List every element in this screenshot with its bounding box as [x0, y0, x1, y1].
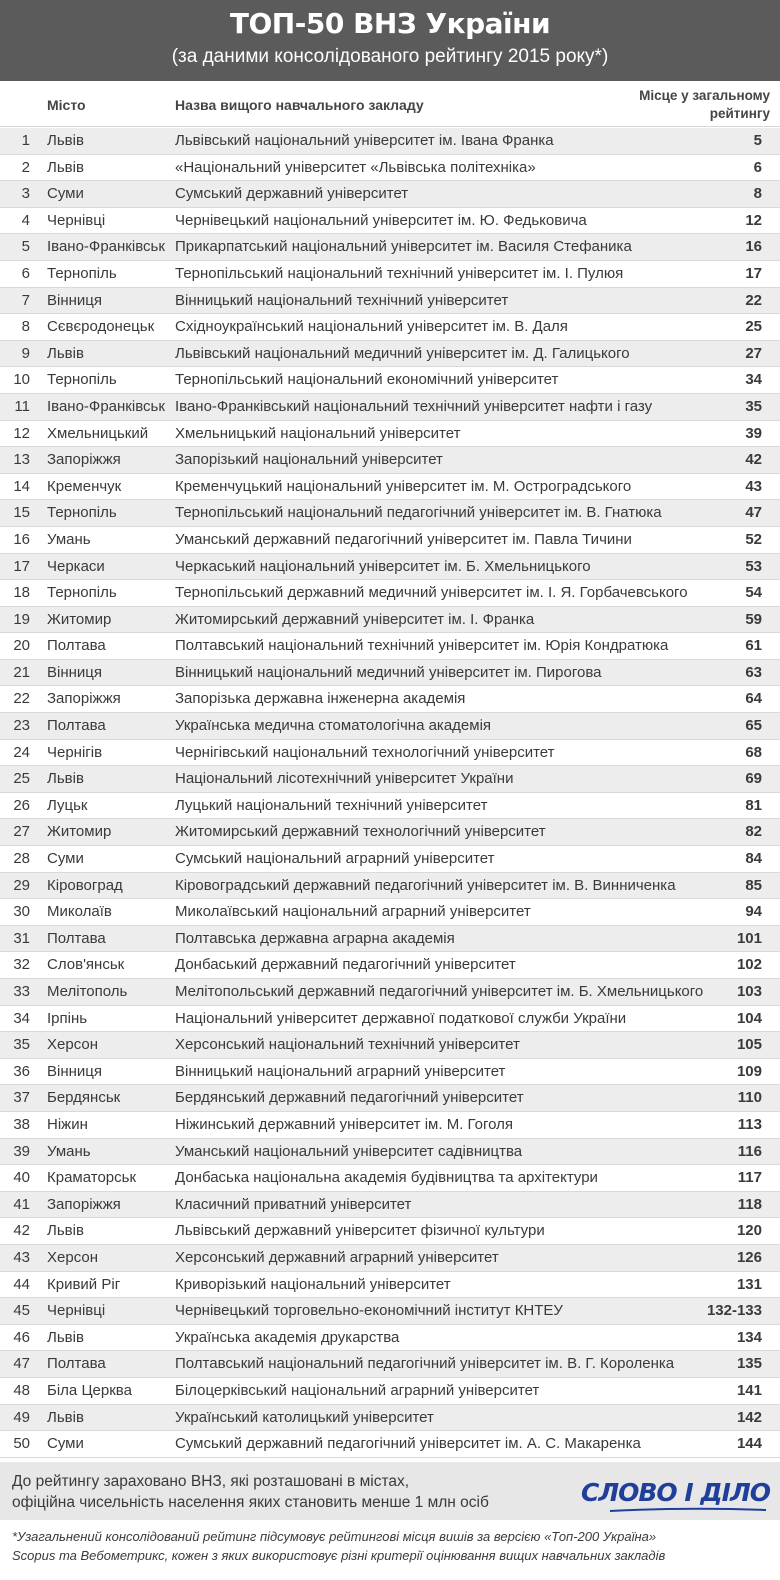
ranking-table [0, 128, 780, 1458]
row-rank: 8 [753, 185, 762, 203]
row-city: Краматорськ [47, 1169, 137, 1187]
table-row [0, 314, 780, 341]
row-rank: 109 [736, 1062, 762, 1080]
row-rank: 103 [736, 983, 762, 1000]
row-city: Вінниця [47, 1062, 102, 1080]
row-university: Полтавська державна аграрна академія [175, 929, 455, 947]
row-city: Тернопіль [47, 371, 117, 389]
table-row [0, 155, 780, 182]
row-university: Кременчуцький національний університет ім. М. Остроградського [175, 477, 632, 495]
row-university: Прикарпатський національний університет ім. Василя Стефаника [175, 238, 632, 256]
row-university: Тернопільський національний педагогічний університет ім. В. Гнатюка [175, 504, 662, 522]
table-row [0, 1325, 780, 1352]
row-rank: 120 [736, 1222, 762, 1240]
row-number: 5 [21, 238, 30, 256]
population-note-text [12, 1471, 489, 1513]
table-row [0, 421, 780, 448]
population-note [0, 1462, 780, 1520]
row-number: 12 [13, 424, 30, 442]
row-city: Львів [47, 1222, 84, 1240]
row-number: 43 [13, 1248, 30, 1266]
row-city: Тернопіль [47, 504, 117, 522]
row-number: 37 [13, 1089, 30, 1107]
row-rank: 34 [745, 371, 762, 389]
row-number: 34 [13, 1009, 30, 1027]
table-row [0, 181, 780, 208]
row-rank: 118 [737, 1195, 762, 1213]
row-rank: 126 [736, 1248, 762, 1266]
table-row [0, 474, 780, 501]
table-row [0, 1351, 780, 1378]
logo-word-2: І [684, 1478, 693, 1507]
table-row [0, 234, 780, 261]
row-rank: 61 [745, 637, 762, 655]
row-university: Тернопільський національний економічний університет [175, 371, 559, 389]
row-number: 27 [13, 823, 30, 841]
row-university: Житомирський державний університет ім. І. Франка [175, 610, 535, 628]
row-rank: 101 [736, 929, 762, 947]
row-number: 1 [21, 132, 30, 149]
row-university: Білоцерківський національний аграрний університет [175, 1381, 540, 1399]
row-number: 7 [21, 291, 30, 309]
row-number: 31 [13, 929, 30, 947]
table-row [0, 1032, 780, 1059]
population-note-line-2: офіційна чисельність населення яких становить менше 1 млн осіб [12, 1494, 489, 1511]
row-city: Вінниця [47, 291, 102, 309]
row-city: Біла Церква [47, 1381, 132, 1399]
row-city: Полтава [47, 717, 106, 735]
row-university: Черкаський національний університет ім. Б. Хмельницького [175, 557, 591, 575]
row-university: Мелітопольський державний педагогічний університет ім. Б. Хмельницького [175, 983, 704, 1000]
table-row [0, 713, 780, 740]
row-rank: 131 [736, 1275, 762, 1293]
table-row [0, 819, 780, 846]
row-number: 24 [13, 743, 30, 761]
row-rank: 81 [745, 796, 762, 814]
row-city: Кривий Ріг [47, 1275, 121, 1293]
row-number: 50 [13, 1435, 30, 1453]
row-city: Суми [47, 1435, 84, 1453]
row-number: 3 [21, 185, 30, 203]
row-rank: 42 [745, 451, 762, 469]
row-number: 16 [13, 530, 30, 548]
row-university: Чернівецький торговельно-економічний інститут КНТЕУ [175, 1302, 563, 1320]
header-banner [0, 0, 780, 81]
row-city: Луцьк [47, 796, 88, 814]
row-university: Українська академія друкарства [175, 1328, 400, 1346]
row-university: Вінницький національний аграрний університет [175, 1062, 506, 1080]
table-row [0, 899, 780, 926]
row-number: 2 [21, 158, 30, 176]
row-city: Івано-Франківськ [47, 397, 165, 415]
row-number: 23 [13, 717, 30, 735]
page-title: ТОП-50 ВНЗ України [229, 7, 551, 40]
methodology-footnote [0, 1520, 780, 1580]
column-header-city: Місто [47, 97, 86, 113]
row-city: Чернівці [47, 211, 106, 229]
table-header [0, 81, 780, 127]
row-university: Криворізький національний університет [175, 1275, 451, 1293]
row-rank: 65 [745, 717, 762, 735]
row-university: Національний лісотехнічний університет України [175, 770, 514, 788]
row-university: Івано-Франківський національний технічний університет нафти і газу [175, 397, 653, 415]
row-university: Житомирський державний технологічний університет [175, 823, 546, 841]
table-row [0, 1431, 780, 1458]
row-rank: 39 [745, 424, 762, 442]
row-university: Чернівецький національний університет ім. Ю. Федьковича [175, 211, 587, 229]
row-city: Львів [47, 1408, 84, 1426]
row-university: Львівський національний університет ім. Івана Франка [175, 132, 554, 149]
logo-underline-icon [608, 1507, 768, 1513]
row-city: Миколаїв [47, 903, 112, 921]
methodology-footnote-line-1: *Узагальнений консолідований рейтинг підсумовує рейтингові місця вишів за версією «Топ-200 Україна» [12, 1529, 657, 1544]
row-number: 21 [13, 663, 30, 681]
row-city: Вінниця [47, 663, 102, 681]
row-number: 17 [13, 557, 30, 575]
row-number: 6 [21, 264, 30, 282]
table-row [0, 1405, 780, 1432]
row-number: 48 [13, 1381, 30, 1399]
row-number: 45 [13, 1302, 30, 1320]
row-rank: 85 [745, 876, 762, 894]
row-rank: 94 [745, 903, 762, 921]
row-rank: 69 [745, 770, 762, 788]
row-university: Херсонський національний технічний університет [175, 1036, 520, 1054]
row-number: 36 [13, 1062, 30, 1080]
row-university: Вінницький національний технічний університет [175, 291, 509, 309]
row-university: Полтавський національний технічний університет ім. Юрія Кондратюка [175, 637, 669, 655]
table-row [0, 580, 780, 607]
table-row [0, 288, 780, 315]
row-city: Житомир [47, 610, 112, 628]
row-number: 39 [13, 1142, 30, 1160]
table-row [0, 1245, 780, 1272]
row-number: 14 [13, 477, 30, 495]
table-row [0, 367, 780, 394]
row-university: Уманський державний педагогічний університет ім. Павла Тичини [175, 530, 632, 548]
row-city: Чернівці [47, 1302, 106, 1320]
row-number: 38 [13, 1115, 30, 1133]
row-number: 19 [13, 610, 30, 628]
table-row [0, 500, 780, 527]
row-university: Сумський національний аграрний університет [175, 850, 495, 868]
row-rank: 59 [745, 610, 762, 628]
row-city: Тернопіль [47, 584, 117, 602]
population-note-line-1: До рейтингу зараховано ВНЗ, які розташовані в містах, [12, 1473, 410, 1490]
table-row [0, 1006, 780, 1033]
row-city: Тернопіль [47, 264, 117, 282]
row-rank: 22 [745, 291, 762, 309]
table-row [0, 1139, 780, 1166]
row-rank: 64 [745, 690, 762, 708]
table-row [0, 1192, 780, 1219]
row-university: Львівський національний медичний університет ім. Д. Галицького [175, 344, 630, 362]
row-city: Слов'янськ [47, 956, 125, 974]
row-university: Чернігівський національний технологічний університет [175, 743, 555, 761]
row-rank: 47 [745, 504, 762, 522]
row-city: Бердянськ [47, 1089, 121, 1107]
table-row [0, 766, 780, 793]
row-city: Ніжин [47, 1115, 88, 1133]
row-university: Тернопільський національний технічний університет ім. І. Пулюя [175, 264, 624, 282]
row-city: Запоріжжя [47, 451, 121, 469]
row-university: Миколаївський національний аграрний університет [175, 903, 531, 921]
table-row [0, 979, 780, 1006]
row-number: 8 [21, 318, 30, 336]
row-university: Львівський державний університет фізичної культури [175, 1222, 545, 1240]
row-rank: 102 [736, 956, 762, 974]
row-rank: 5 [753, 132, 762, 149]
page-subtitle: (за даними консолідованого рейтингу 2015 року*) [171, 46, 609, 67]
row-rank: 144 [736, 1435, 762, 1453]
row-rank: 17 [745, 264, 762, 282]
row-rank: 105 [736, 1036, 762, 1054]
row-number: 32 [13, 956, 30, 974]
table-row [0, 1112, 780, 1139]
row-city: Херсон [47, 1036, 98, 1054]
row-university: Запорізький національний університет [175, 451, 443, 469]
table-row [0, 793, 780, 820]
row-number: 46 [13, 1328, 30, 1346]
row-number: 15 [13, 504, 30, 522]
row-rank: 12 [745, 211, 762, 229]
row-rank: 110 [737, 1089, 762, 1107]
row-rank: 16 [745, 238, 762, 256]
row-number: 42 [13, 1222, 30, 1240]
table-row [0, 261, 780, 288]
row-city: Кіровоград [47, 876, 123, 894]
row-rank: 142 [736, 1408, 762, 1426]
row-rank: 135 [736, 1355, 762, 1373]
row-number: 47 [13, 1355, 30, 1373]
row-university: Херсонський державний аграрний університет [175, 1248, 499, 1266]
row-rank: 27 [745, 344, 762, 362]
row-city: Запоріжжя [47, 690, 121, 708]
row-number: 9 [21, 344, 30, 362]
row-city: Сєвєродонецьк [47, 318, 155, 336]
row-city: Кременчук [47, 477, 122, 495]
row-city: Суми [47, 185, 84, 203]
row-university: Полтавський національний педагогічний університет ім. В. Г. Короленка [175, 1355, 675, 1373]
table-row [0, 846, 780, 873]
row-rank: 63 [745, 663, 762, 681]
row-city: Херсон [47, 1248, 98, 1266]
row-city: Черкаси [47, 557, 105, 575]
row-city: Львів [47, 158, 84, 176]
table-row [0, 1298, 780, 1325]
row-city: Умань [47, 530, 91, 548]
row-number: 40 [13, 1169, 30, 1187]
row-number: 18 [13, 584, 30, 602]
table-row [0, 527, 780, 554]
row-university: Український католицький університет [175, 1408, 434, 1426]
row-number: 25 [13, 770, 30, 788]
row-city: Суми [47, 850, 84, 868]
row-university: Хмельницький національний університет [175, 424, 461, 442]
row-university: Ніжинський державний університет ім. М. Гоголя [175, 1115, 514, 1133]
row-rank: 134 [736, 1328, 762, 1346]
row-number: 20 [13, 637, 30, 655]
row-city: Чернігів [47, 743, 103, 761]
table-row [0, 952, 780, 979]
row-university: Тернопільський державний медичний університет ім. І. Я. Горбачевського [175, 584, 688, 602]
row-city: Запоріжжя [47, 1195, 121, 1213]
row-rank: 53 [745, 557, 762, 575]
row-city: Івано-Франківськ [47, 238, 165, 256]
row-rank: 43 [745, 477, 762, 495]
row-number: 13 [13, 451, 30, 469]
row-university: «Національний університет «Львівська політехніка» [175, 158, 536, 176]
slovo-i-dilo-logo [581, 1478, 770, 1508]
row-rank: 35 [745, 397, 762, 415]
row-number: 26 [13, 796, 30, 814]
row-university: Вінницький національний медичний університет ім. Пирогова [175, 663, 602, 681]
methodology-footnote-line-2: Scopus та Вебометрикс, кожен з яких використовує різні критерії оцінювання вищих навчальних закладів [12, 1548, 666, 1563]
row-city: Львів [47, 132, 84, 149]
row-number: 49 [13, 1408, 30, 1426]
row-number: 28 [13, 850, 30, 868]
table-row [0, 208, 780, 235]
row-rank: 113 [737, 1115, 762, 1133]
row-number: 30 [13, 903, 30, 921]
row-city: Полтава [47, 929, 106, 947]
row-number: 4 [21, 211, 30, 229]
row-university: Запорізька державна інженерна академія [175, 690, 466, 708]
table-row [0, 447, 780, 474]
table-row [0, 660, 780, 687]
row-rank: 141 [736, 1381, 762, 1399]
table-row [0, 633, 780, 660]
table-row [0, 1272, 780, 1299]
row-city: Львів [47, 770, 84, 788]
logo-word-1: СЛОВО [581, 1478, 685, 1507]
row-city: Умань [47, 1142, 91, 1160]
row-university: Донбаський державний педагогічний університет [175, 956, 516, 974]
row-rank: 68 [745, 743, 762, 761]
methodology-footnote-text [12, 1527, 772, 1565]
row-city: Полтава [47, 1355, 106, 1373]
table-row [0, 740, 780, 767]
row-rank: 6 [753, 158, 762, 176]
table-row [0, 607, 780, 634]
row-number: 11 [14, 397, 30, 415]
row-university: Сумський державний педагогічний університет ім. А. С. Макаренка [175, 1435, 641, 1453]
table-row [0, 128, 780, 155]
table-row [0, 1218, 780, 1245]
table-row [0, 686, 780, 713]
table-row [0, 1085, 780, 1112]
row-city: Львів [47, 1328, 84, 1346]
table-row [0, 1378, 780, 1405]
column-header-rank: Місце у загальному рейтингу [639, 88, 770, 121]
row-rank: 82 [745, 823, 762, 841]
row-city: Полтава [47, 637, 106, 655]
table-row [0, 394, 780, 421]
row-university: Донбаська національна академія будівництва та архітектури [175, 1169, 598, 1187]
row-rank: 52 [745, 530, 762, 548]
row-city: Львів [47, 344, 84, 362]
row-rank: 54 [745, 584, 762, 602]
table-row [0, 554, 780, 581]
row-city: Ірпінь [47, 1009, 88, 1027]
row-number: 29 [13, 876, 30, 894]
row-number: 35 [13, 1036, 30, 1054]
row-rank: 104 [736, 1009, 762, 1027]
row-rank: 132-133 [706, 1302, 762, 1320]
row-university: Українська медична стоматологічна академія [175, 717, 492, 735]
row-university: Луцький національний технічний університет [175, 796, 488, 814]
table-row [0, 873, 780, 900]
row-university: Сумський державний університет [175, 185, 409, 203]
column-header-name: Назва вищого навчального закладу [175, 97, 424, 113]
row-number: 41 [13, 1195, 30, 1213]
row-rank: 116 [737, 1142, 762, 1160]
row-university: Східноукраїнський національний університет ім. В. Даля [175, 318, 568, 336]
logo-word-3: ДІЛО [692, 1478, 770, 1507]
table-row [0, 1059, 780, 1086]
row-city: Хмельницький [47, 424, 149, 442]
table-row [0, 341, 780, 368]
row-rank: 25 [745, 318, 762, 336]
row-city: Мелітополь [47, 983, 128, 1000]
row-university: Національний університет державної податкової служби України [175, 1009, 627, 1027]
row-university: Уманський національний університет садівництва [175, 1142, 523, 1160]
table-row [0, 926, 780, 953]
row-number: 10 [13, 371, 30, 389]
row-rank: 84 [745, 850, 762, 868]
row-number: 22 [13, 690, 30, 708]
row-number: 44 [13, 1275, 30, 1293]
row-number: 33 [13, 983, 30, 1000]
row-rank: 117 [737, 1169, 762, 1187]
table-row [0, 1165, 780, 1192]
row-university: Бердянський державний педагогічний університет [175, 1089, 524, 1107]
row-city: Житомир [47, 823, 112, 841]
row-university: Кіровоградський державний педагогічний університет ім. В. Винниченка [175, 876, 676, 894]
row-university: Класичний приватний університет [175, 1195, 412, 1213]
